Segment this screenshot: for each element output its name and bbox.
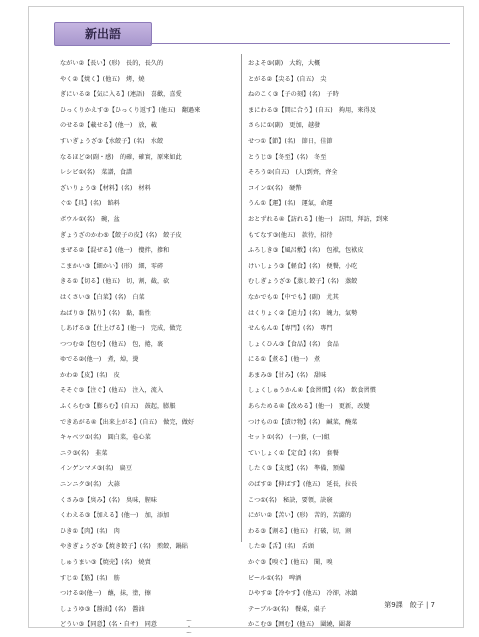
vocab-entry: かこむ③【囲む】(他五) 圍繞，圍著 [248, 621, 352, 629]
vocab-entry: ボウル①(名) 碗，盆 [60, 215, 120, 223]
vocab-entry: インゲンマメ③(名) 扁豆 [60, 465, 133, 473]
vocab-entry: つける②(他一) 蘸，抹，塗，擦 [60, 590, 151, 598]
vocab-entry: つけもの①【漬け物】(名) 鹹菜，醃菜 [248, 418, 358, 426]
vocab-entry: おとずれる④【訪れる】(他一) 訪問，拜訪，到來 [248, 215, 389, 223]
vocab-entry: したく③【支度】(名) 準備，預備 [248, 465, 345, 473]
vocab-entry: しあげる③【仕上げる】(他一) 完成，做完 [60, 325, 182, 333]
column-divider [241, 54, 242, 542]
vocab-entry: あまみ③【甘み】(名) 甜味 [248, 371, 327, 379]
vocab-entry: とがる②【尖る】(自五) 尖 [248, 75, 327, 83]
vocab-list-right [248, 56, 444, 633]
vocab-entry: くさみ③【臭み】(名) 臭味，腥味 [60, 496, 157, 504]
vocab-entry: やきぎょうざ③【焼き餃子】(名) 煎餃，鍋貼 [60, 543, 188, 551]
vocab-entry: ニンニク③(名) 大蒜 [60, 481, 120, 489]
vocab-entry: かわ②【皮】(名) 皮 [60, 371, 120, 379]
vocab-entry: ニラ③(名) 韭菜 [60, 449, 108, 457]
vocab-entry: ぎにいる②【気に入る】(連語) 喜歡，喜愛 [60, 91, 182, 99]
vocab-entry: まぜる②【混ぜる】(他一) 攪拌，摻和 [60, 247, 170, 255]
vocab-entry: のばす②【伸ばす】(他五) 延長，拉長 [248, 481, 358, 489]
vocab-entry: どうい③【同意】(名・自サ) 同意 [60, 621, 157, 629]
vocab-entry: ぎょうざのかわ⑤【餃子の皮】(名) 餃子皮 [60, 231, 182, 239]
vocab-entry: こまかい③【細かい】(形) 細，零碎 [60, 262, 164, 270]
vocab-entry: さらに①(副) 更加，越發 [248, 122, 321, 130]
vocab-entry: なかでも①【中でも】(副) 尤其 [248, 293, 339, 301]
vocab-entry: セット①(名) (一)套，(一)組 [248, 434, 330, 442]
vocab-entry: キャベツ①(名) 圓白菜，卷心菜 [60, 434, 151, 442]
vocab-entry: うん①【運】(名) 運氣，命運 [248, 200, 333, 208]
vocab-entry: しょくしゅうかん④【食習慣】(名) 飲食習慣 [248, 387, 376, 395]
vocab-entry: ふくらむ③【膨らむ】(自五) 鼓起，膨脹 [60, 403, 176, 411]
vocab-entry: せんもん①【専門】(名) 專門 [248, 325, 333, 333]
vocab-entry: レシピ①(名) 菜譜，食譜 [60, 169, 133, 177]
vocab-entry: やく②【焼く】(他五) 烤，燒 [60, 75, 145, 83]
vocab-entry: せつ①【節】(名) 節日，佳節 [248, 137, 333, 145]
vocab-list-left [60, 56, 236, 633]
vocab-entry: もてなす③(他五) 款待，招待 [248, 231, 333, 239]
section-title-badge: 新出語 [54, 22, 152, 46]
vocab-entry: ながい②【長い】(形) 長的，長久的 [60, 60, 164, 67]
vocab-entry: わる③【割る】(他五) 打破，切，割 [248, 527, 352, 535]
vocab-entry: まにわる③【間に合う】(自五) 夠用，來得及 [248, 106, 376, 114]
vocab-entry: ざいりょう③【材料】(名) 材料 [60, 184, 151, 192]
title-underline [150, 43, 450, 44]
vocab-entry: ビール①(名) 啤酒 [248, 574, 302, 582]
vocab-entry: にる①【煮る】(他一) 煮 [248, 356, 321, 364]
vocab-entry: しょくひん③【食品】(名) 食品 [248, 340, 339, 348]
vocab-entry: かぐ③【嗅ぐ】(他五) 聞，嗅 [248, 559, 333, 566]
vocab-entry: ひき①【肉】(名) 肉 [60, 527, 120, 535]
vocab-entry: こつ①(名) 秘訣，要領，訣竅 [248, 496, 333, 504]
page-footer: 第9課 餃子 | 7 [384, 601, 435, 609]
vocab-entry: しょうゆ③【醤油】(名) 醬油 [60, 605, 145, 613]
vocab-entry: ゆでる②(他一) 煮，焯，燙 [60, 356, 139, 364]
vocab-entry: ひっくりかえす③【ひっくり返す】(他五) 翻過來 [60, 106, 201, 114]
vocab-entry: できあがる④【出来上がる】(自五) 做完，做好 [60, 418, 195, 426]
vocab-entry: あらためる④【改める】(他一) 更新，改變 [248, 403, 370, 411]
vocab-entry: つつむ②【包む】(他五) 包，捲，裹 [60, 340, 164, 348]
vocab-entry: そろう②(自五) (人)到齊，齊全 [248, 169, 338, 177]
vocab-entry: テーブル③(名) 餐桌，桌子 [248, 605, 326, 613]
page-bottom-marks: ー ・ ー [186, 618, 223, 637]
vocab-entry: した②【舌】(名) 舌頭 [248, 543, 315, 551]
vocab-entry: はくりょく②【迫力】(名) 魄力，氣勢 [248, 309, 358, 317]
vocab-entry: コイン①(名) 硬幣 [248, 184, 302, 192]
vocab-entry: とうじ③【冬至】(名) 冬至 [248, 153, 327, 161]
vocab-entry: ふろしき③【風呂敷】(名) 包袱，包袱皮 [248, 247, 364, 255]
vocab-entry: すじ①【筋】(名) 筋 [60, 574, 120, 582]
vocab-entry: しゅうまい③【焼売】(名) 燒賣 [60, 559, 151, 566]
vocab-entry: すいぎょうざ③【水餃子】(名) 水餃 [60, 137, 164, 145]
vocab-entry: ねのこく③【子の刻】(名) 子時 [248, 91, 339, 99]
vocab-entry: はくさい③【白菜】(名) 白菜 [60, 293, 145, 301]
vocab-entry: およそ③(副) 大約，大概 [248, 60, 321, 67]
vocab-entry: なるほど②(副・感) 的確，確實，原來如此 [60, 153, 182, 161]
vocab-entry: けいしょう③【軽食】(名) 便餐，小吃 [248, 262, 358, 270]
vocab-entry: にがい②【苦い】(形) 苦的，苦澀的 [248, 512, 352, 520]
vocab-entry: ひやす②【冷やす】(他五) 冷卻，冰鎮 [248, 590, 358, 598]
vocab-entry: むしぎょうざ③【蒸し餃子】(名) 蒸餃 [248, 278, 358, 286]
vocab-entry: ねばり③【粘り】(名) 黏，黏性 [60, 309, 151, 317]
vocab-entry: ぐ①【具】(名) 餡料 [60, 200, 120, 208]
vocab-entry: そそぐ③【注ぐ】(他五) 注入，流入 [60, 387, 164, 395]
vocab-entry: のせる②【載せる】(他一) 放，載 [60, 122, 157, 130]
vocab-entry: くわえる③【加える】(他一) 加，添加 [60, 512, 170, 520]
vocab-entry: きる①【切る】(他五) 切，割，截，砍 [60, 278, 170, 286]
vocab-entry: ていしょく①【定食】(名) 套餐 [248, 449, 339, 457]
